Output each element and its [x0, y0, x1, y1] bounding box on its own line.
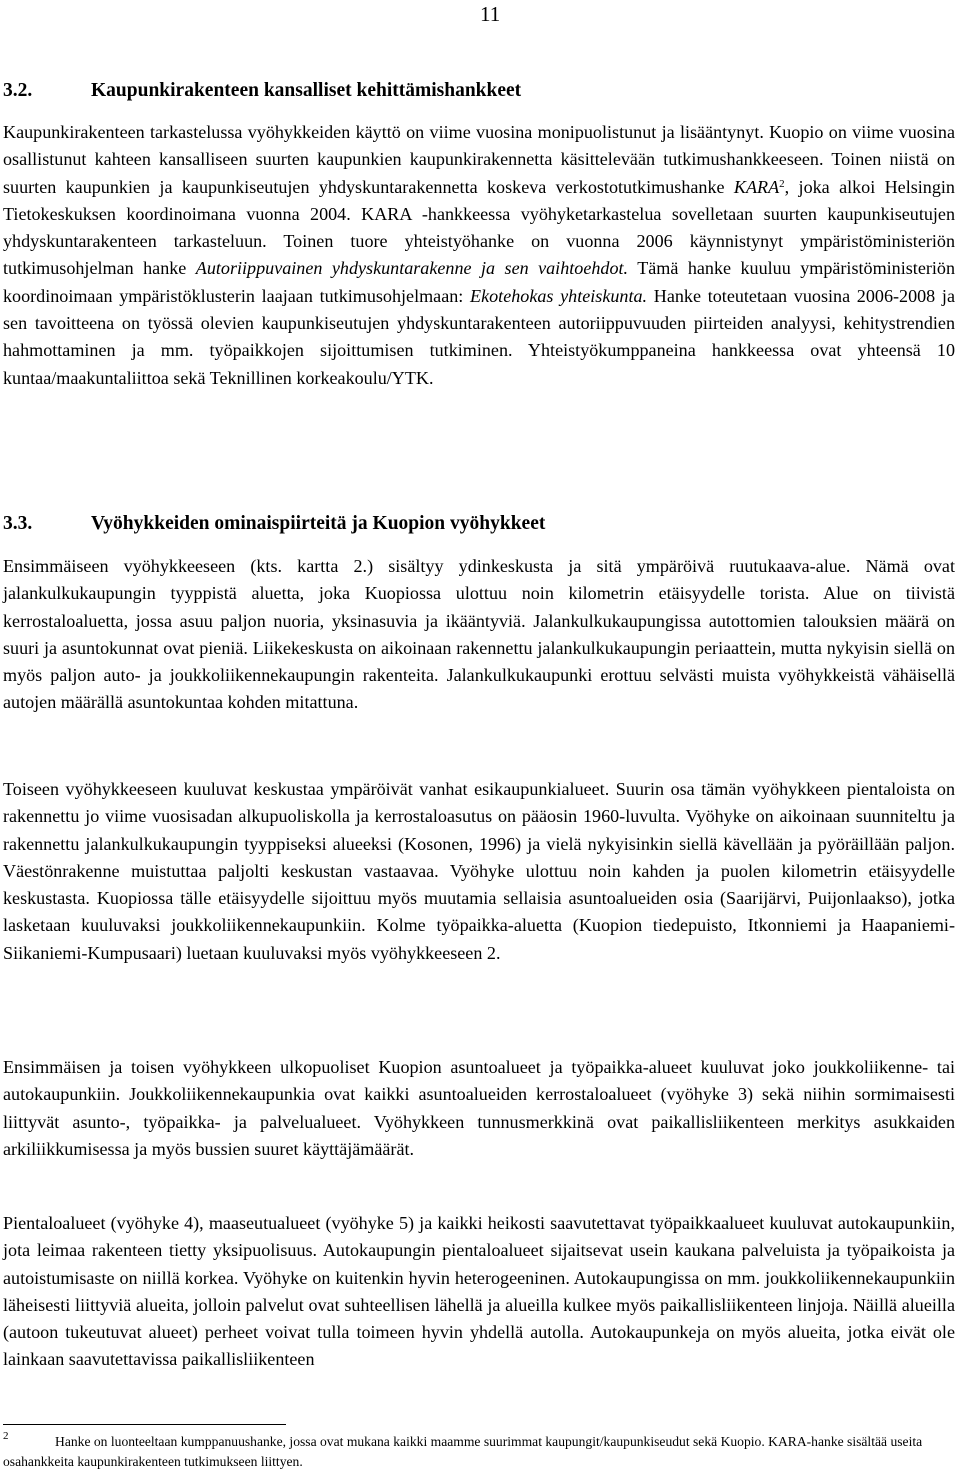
project-title-italic: Autoriippuvainen yhdyskuntarakenne ja sen vaihtoehdot. — [195, 258, 629, 279]
paragraph-text: Ensimmäisen ja toisen vyöhykkeen ulkopuoliset Kuopion asuntoalueet ja työpaikka-alueet kuuluvat joko joukkoliikenne- tai autokaupunkiin. Joukkoliikennekaupunkia ovat kaikki asuntoalueiden kerrostaloalueet (vyöhyke 3) sekä niihin sormimaisesti liittyvät asunto-, työpaikka- ja palvelualueet. Vyöhykkeen tunnusmerkkinä ovat paikallisliikenteen merkitys asukkaiden arkiliikkumisessa ja myös bussien suuret käyttäjämäärät. — [3, 1057, 955, 1159]
footnote-rule — [3, 1424, 286, 1425]
section-number: 3.3. — [3, 513, 33, 534]
section-title: Kaupunkirakenteen kansalliset kehittämishankkeet — [91, 80, 522, 101]
footnote — [3, 1432, 955, 1472]
paragraph-national-projects — [3, 119, 955, 392]
paragraph-text: Ensimmäiseen vyöhykkeeseen (kts. kartta 2.) sisältyy ydinkeskusta ja sitä ympäröivä ruutukaava-alue. Nämä ovat jalankulkukaupungin tyyppistä aluetta, joka Kuopiossa ulottuu noin kilometrin etäisyydelle torista. Alue on tiivistä kerrostaloaluetta, jossa asuu paljon nuoria, yksinasuvia ja ikääntyviä. Jalankulkukaupungissa autottomien talouksien määrä on suuri ja asuntokunnat ovat pieniä. Liikekeskusta on aikoinaan rakennettu jalankulkukaupungin periaattein, mutta nykyisin siellä on myös paljon auto- ja joukkoliikennekaupungin rakenteita. Jalankulkukaupunki erottuu selvästi muista vyöhykkeistä vähäisellä autojen määrällä asuntokuntaa kohden mitattuna. — [3, 556, 955, 713]
section-title: Vyöhykkeiden ominaispiirteitä ja Kuopion vyöhykkeet — [91, 513, 546, 534]
paragraph-zone-2 — [3, 776, 955, 967]
section-number: 3.2. — [3, 80, 33, 101]
section-heading-3-3 — [3, 512, 545, 536]
paragraph-zones-4-5 — [3, 1210, 955, 1374]
page-number: 11 — [480, 2, 501, 26]
project-name-kara: KARA — [733, 176, 780, 197]
paragraph-text: Toiseen vyöhykkeeseen kuuluvat keskustaa ympäröivät vanhat esikaupunkialueet. Suurin osa tämän vyöhykkeen pientaloista on rakennettu jo viime vuosisadan alkupuoliskolla ja kerrostaloasutus on pääosin 1960-luvulta. Vyöhyke on aikoinaan suunniteltu ja rakennettu jalankulkukaupungin tyyppiseksi alueeksi (Kosonen, 1996) ja vielä nykyisinkin siellä kävellään ja pyöräillään paljon. Väestönrakenne muistuttaa paljolti keskustan vastaavaa. Vyöhyke ulottuu noin kahden ja puolen kilometrin etäisyydelle keskustasta. Kuopiossa tälle etäisyydelle sijoittuu myös muutamia sellaisia asuntoalueiden osia (Saarijärvi, Puijonlaakso), jotka lasketaan kuuluvaksi joukkoliikennekaupunkiin. Kolme työpaikka-aluetta (Kuopion tiedepuisto, Itkonniemi ja Haapaniemi-Siikaniemi-Kumpusaari) luetaan kuuluvaksi myös vyöhykkeeseen 2. — [3, 779, 955, 963]
text-run: Hanke toteutetaan vuosina 2006-2008 ja sen tavoitteena on työssä olevien kaupunkiseutujen yhdyskuntarakenteen autoriippuvuuden piirteiden analyysi, kehitystrendien hahmottaminen ja mm. työpaikkojen sijoittumisen tutkiminen. Yhteistyökumppaneina hankkeessa ovat yhteensä 10 kuntaa/maakuntaliittoa sekä Teknillinen korkeakoulu/YTK. — [3, 285, 955, 388]
footnote-mark: 2 — [3, 1430, 9, 1442]
text-run: , joka alkoi Helsingin Tietokeskuksen koordinoimana vuonna 2004. KARA -hankkeessa vyöhyketarkastelua sovelletaan suurten kaupunkiseutujen yhdyskuntarakenteen tarkasteluun. Toinen tuore yhteistyöhanke on vuonna 2006 käynnistynyt ympäristöministeriön tutkimusohjelman hanke — [3, 176, 955, 279]
section-heading-3-2 — [3, 79, 521, 103]
program-title-italic: Ekotehokas yhteiskunta. — [470, 285, 648, 306]
footnote-text: Hanke on luonteeltaan kumppanuushanke, jossa ovat mukana kaikki maamme suurimmat kaupungit/kaupunkiseudut sekä Kuopio. KARA-hanke sisältää useita osahankkeita kaupunkirakenteen tutkimukseen liittyen. — [3, 1434, 923, 1469]
text-run: Kaupunkirakenteen tarkastelussa vyöhykkeiden käyttö on viime vuosina monipuolistunut ja lisääntynyt. Kuopio on viime vuosina osallistunut kahteen kansalliseen suurten kaupunkien kaupunkirakennetta käsittelevään tutkimushankkeeseen. Toinen niistä on suurten kaupunkien ja kaupunkiseutujen yhdyskuntarakennetta koskeva verkostotutkimushanke — [3, 122, 955, 197]
footnote-reference: 2 — [779, 177, 785, 190]
paragraph-zones-outer — [3, 1054, 955, 1163]
paragraph-text: Pientaloalueet (vyöhyke 4), maaseutualueet (vyöhyke 5) ja kaikki heikosti saavutettavat työpaikkaalueet kuuluvat autokaupunkiin, jota leimaa rakenteen tietty yksipuolisuus. Autokaupungin pientaloalueet sijaitsevat usein kaukana palveluista ja työpaikoista ja autoistumisaste on niillä korkea. Vyöhyke on kuitenkin hyvin heterogeeninen. Autokaupungissa on mm. joukkoliikennekaupunkiin läheisesti liittyviä alueita, jolloin palvelut ovat suhteellisen lähellä ja alueilla kulkee myös paikallisliikenteen linjoja. Näillä alueilla (autoon tukeutuvat alueet) perheet voivat tulla toimeen hyvin yhdellä autolla. Autokaupunkeja on myös alueita, jotka eivät ole lainkaan saavutettavissa paikallisliikenteen — [3, 1213, 955, 1370]
paragraph-zone-1 — [3, 553, 955, 717]
text-run: Tämä hanke kuuluu ympäristöministeriön koordinoimaan ympäristöklusterin laajaan tutkimusohjelmaan: — [3, 258, 955, 306]
